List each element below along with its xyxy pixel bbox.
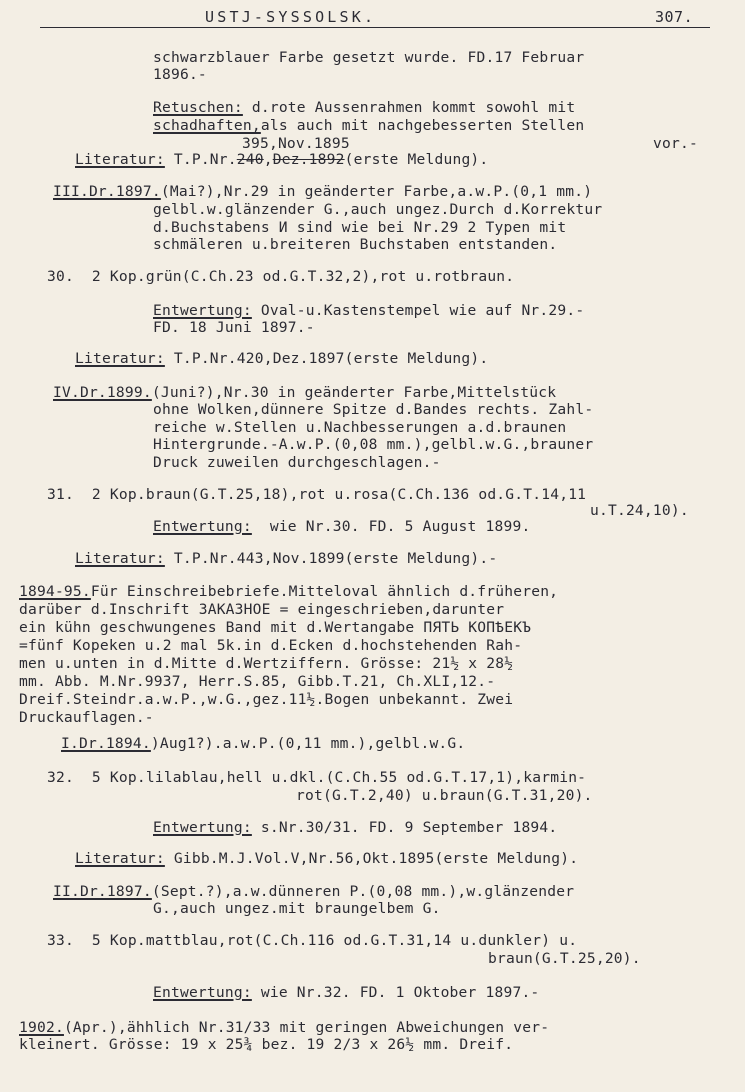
text-line: darüber d.Inschrift ЗАКАЗНОЕ = eingeschrieben,darunter [19,601,505,618]
text-line: 1902.(Apr.),ähhlich Nr.31/33 mit geringen Abweichungen ver- [19,1019,550,1036]
text-line: men u.unten in d.Mitte d.Wertziffern. Grösse: 21½ x 28½ [19,655,514,672]
text-line: Literatur: Gibb.M.J.Vol.V,Nr.56,Okt.1895(erste Meldung). [75,850,579,867]
printing-label: III.Dr.1897. [53,183,161,200]
header-rule [40,27,710,28]
section-label-literatur: Literatur: [75,850,165,867]
text-line: Dreif.Steindr.a.w.P.,w.G.,gez.11½.Bogen unbekannt. Zwei [19,691,514,708]
text-line: Hintergrunde.-A.w.P.(0,08 mm.),gelbl.w.G.,brauner [153,436,594,453]
section-label-entwertung: Entwertung: [153,518,252,535]
issue-label: 1894-95. [19,583,91,600]
text-line: Entwertung: s.Nr.30/31. FD. 9 September 1894. [153,819,558,836]
text-line: 31. 2 Kop.braun(G.T.25,18),rot u.rosa(C.Ch.136 od.G.T.14,11 [47,486,587,503]
text-line: G.,auch ungez.mit braungelbem G. [153,900,441,917]
text-line: 33. 5 Kop.mattblau,rot(C.Ch.116 od.G.T.31,14 u.dunkler) u. [47,932,578,949]
text-line: III.Dr.1897.(Mai?),Nr.29 in geänderter Farbe,a.w.P.(0,1 mm.) [53,183,593,200]
text-line: II.Dr.1897.(Sept.?),a.w.dünneren P.(0,08 mm.),w.glänzender [53,883,575,900]
text-line: Druck zuweilen durchgeschlagen.- [153,454,441,471]
text-line: Literatur: T.P.Nr.240,Dez.1892(erste Meldung). [75,151,489,168]
text-line: ohne Wolken,dünnere Spitze d.Bandes rechts. Zahl- [153,401,594,418]
text-line: I.Dr.1894.)Aug1?).a.w.P.(0,11 mm.),gelbl.w.G. [61,735,466,752]
text-line: Literatur: T.P.Nr.420,Dez.1897(erste Meldung). [75,350,489,367]
issue-label: 1902. [19,1019,64,1036]
text-line: 1896.- [153,66,207,83]
text-line: kleinert. Grösse: 19 x 25¾ bez. 19 2/3 x 26½ mm. Dreif. [19,1036,514,1053]
text-line: rot(G.T.2,40) u.braun(G.T.31,20). [296,787,593,804]
printing-label: II.Dr.1897. [53,883,152,900]
section-label-entwertung: Entwertung: [153,819,252,836]
text-line: =fünf Kopeken u.2 mal 5k.in d.Ecken d.hochstehenden Rah- [19,637,523,654]
text-line: ein kühn geschwungenes Band mit d.Wertangabe ПЯТЬ КОПѢЕКЪ [19,619,532,636]
section-label-entwertung: Entwertung: [153,984,252,1001]
section-label-retuschen: Retuschen: [153,99,243,116]
text-line: schwarzblauer Farbe gesetzt wurde. FD.17 Februar [153,49,585,66]
page-number: 307. [655,8,694,26]
text-line: 1894-95.Für Einschreibebriefe.Mitteloval ähnlich d.früheren, [19,583,559,600]
section-label-entwertung: Entwertung: [153,302,252,319]
text-line: Entwertung: wie Nr.32. FD. 1 Oktober 1897.- [153,984,540,1001]
text-line: 395,Nov.1895 [242,135,350,152]
text-line: 30. 2 Kop.grün(C.Ch.23 od.G.T.32,2),rot u.rotbraun. [47,268,515,285]
text-line: u.T.24,10). [590,502,689,519]
text-line: IV.Dr.1899.(Juni?),Nr.30 in geänderter Farbe,Mittelstück [53,384,557,401]
text-line: reiche w.Stellen u.Nachbesserungen a.d.braunen [153,419,567,436]
printing-label: IV.Dr.1899. [53,384,152,401]
section-label-literatur: Literatur: [75,350,165,367]
section-label-literatur: Literatur: [75,550,165,567]
text-line: Entwertung: Oval-u.Kastenstempel wie auf Nr.29.- [153,302,585,319]
text-line: Retuschen: d.rote Aussenrahmen kommt sowohl mit [153,99,576,116]
text-line: braun(G.T.25,20). [488,950,641,967]
running-header-title: USTJ-SYSSOLSK. [205,8,377,26]
text-line: Entwertung: wie Nr.30. FD. 5 August 1899. [153,518,531,535]
text-line: schadhaften,als auch mit nachgebesserten Stellen [153,117,585,134]
text-line: schmäleren u.breiteren Buchstaben entstanden. [153,236,558,253]
text-line: 32. 5 Kop.lilablau,hell u.dkl.(C.Ch.55 od.G.T.17,1),karmin- [47,769,587,786]
text-line: d.Buchstabens И sind wie bei Nr.29 2 Typen mit [153,219,567,236]
text-line: Literatur: T.P.Nr.443,Nov.1899(erste Meldung).- [75,550,498,567]
text-line: FD. 18 Juni 1897.- [153,319,315,336]
text-line: gelbl.w.glänzender G.,auch ungez.Durch d.Korrektur [153,201,603,218]
text-line: mm. Abb. M.Nr.9937, Herr.S.85, Gibb.T.21, Ch.XLI,12.- [19,673,496,690]
text-line: vor.- [653,135,698,152]
section-label-literatur: Literatur: [75,151,165,168]
text-line: Druckauflagen.- [19,709,154,726]
printing-label: I.Dr.1894. [61,735,151,752]
